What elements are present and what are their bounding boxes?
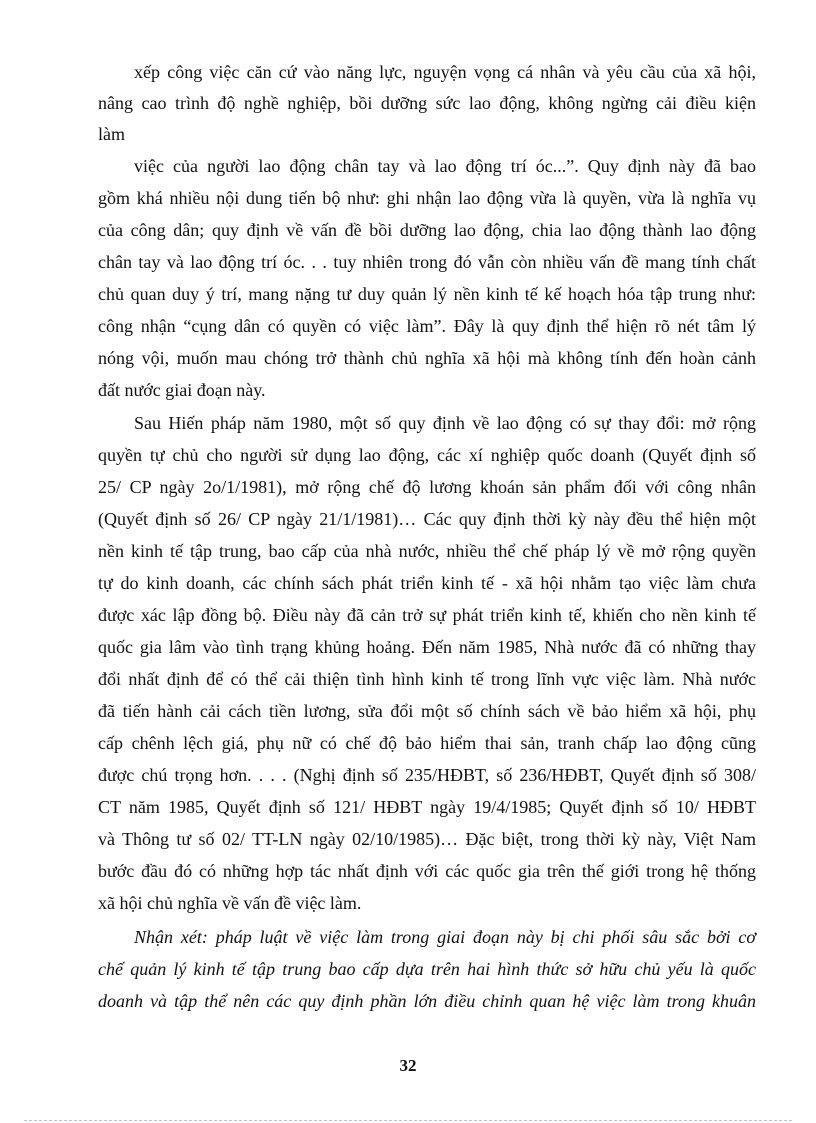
text-line: chế quản lý kinh tế tập trung bao cấp dựa trên hai hình thức sở hữu chủ yếu là quốc <box>98 959 756 979</box>
text-line: 25/ CP ngày 2o/1/1981), mở rộng chế độ lương khoán sản phẩm đối với công nhân <box>98 477 756 497</box>
text-line: Nhận xét: pháp luật về việc làm trong giai đoạn này bị chi phối sâu sắc bởi cơ <box>134 927 756 947</box>
text-line: nóng vội, muốn mau chóng trở thành chủ nghĩa xã hội mà không tính đến hoàn cảnh <box>98 348 756 368</box>
text-line: làm <box>98 124 125 144</box>
text-line: (Quyết định số 26/ CP ngày 21/1/1981)… Các quy định thời kỳ này đều thể hiện một <box>98 509 756 529</box>
text-line: xã hội chủ nghĩa về vấn đề việc làm. <box>98 893 362 913</box>
text-line: quyền tự chủ cho người sử dụng lao động, các xí nghiệp quốc doanh (Quyết định số <box>98 445 756 465</box>
page-number: 32 <box>399 1056 417 1075</box>
text-line: xếp công việc căn cứ vào năng lực, nguyện vọng cá nhân và yêu cầu của xã hội, <box>134 62 756 82</box>
page-bottom-rule <box>24 1120 792 1121</box>
text-line: đổi nhất định để có thể cải thiện tình hình kinh tế trong lĩnh vực việc làm. Nhà nước <box>98 669 756 689</box>
text-line: nền kinh tế tập trung, bao cấp của nhà nước, nhiều thể chế pháp lý về mở rộng quyền <box>98 541 756 561</box>
text-line: CT năm 1985, Quyết định số 121/ HĐBT ngày 19/4/1985; Quyết định số 10/ HĐBT <box>98 797 756 817</box>
text-line: nâng cao trình độ nghề nghiệp, bồi dưỡng sức lao động, không ngừng cải điều kiện <box>98 93 756 113</box>
text-line: Sau Hiến pháp năm 1980, một số quy định về lao động có sự thay đổi: mở rộng <box>134 413 756 433</box>
text-line: đất nước giai đoạn này. <box>98 380 266 400</box>
text-line: chân tay và lao động trí óc. . . tuy nhiên trong đó vẫn còn nhiều vấn đề mang tính chất <box>98 252 756 272</box>
text-line: doanh và tập thể nên các quy định phần lớn điều chỉnh quan hệ việc làm trong khuân <box>98 991 756 1011</box>
text-line: đã tiến hành cải cách tiền lương, sửa đổi một số chính sách về bảo hiểm xã hội, phụ <box>98 701 756 721</box>
text-line: được chú trọng hơn. . . . (Nghị định số 235/HĐBT, số 236/HĐBT, Quyết định số 308/ <box>98 765 756 785</box>
text-line: tự do kinh doanh, các chính sách phát triển kinh tế - xã hội nhằm tạo việc làm chưa <box>98 573 756 593</box>
text-line: quốc gia lâm vào tình trạng khủng hoảng. Đến năm 1985, Nhà nước đã có những thay <box>98 637 756 657</box>
text-line: gồm khá nhiều nội dung tiến bộ như: ghi nhận lao động vừa là quyền, vừa là nghĩa vụ <box>98 188 756 208</box>
text-line: việc của người lao động chân tay và lao động trí óc...”. Quy định này đã bao <box>134 156 756 176</box>
text-line: chủ quan duy ý trí, mang nặng tư duy quản lý nền kinh tế kế hoạch hóa tập trung như: <box>98 284 756 304</box>
text-line: được xác lập đồng bộ. Điều này đã cản trở sự phát triển kinh tế, khiến cho nền kinh tế <box>98 605 756 625</box>
text-line: bước đầu đó có những hợp tác nhất định với các quốc gia trên thế giới trong hệ thống <box>98 861 756 881</box>
text-line: và Thông tư số 02/ TT-LN ngày 02/10/1985)… Đặc biệt, trong thời kỳ này, Việt Nam <box>98 829 756 849</box>
text-line: cấp chênh lệch giá, phụ nữ có chế độ bảo hiểm thai sản, tranh chấp lao động cũng <box>98 733 756 753</box>
text-line: của công dân; quy định về vấn đề bồi dưỡng lao động, chia lao động thành lao động <box>98 220 756 240</box>
text-line: công nhận “cụng dân có quyền có việc làm”. Đây là quy định thể hiện rõ nét tâm lý <box>98 316 756 336</box>
